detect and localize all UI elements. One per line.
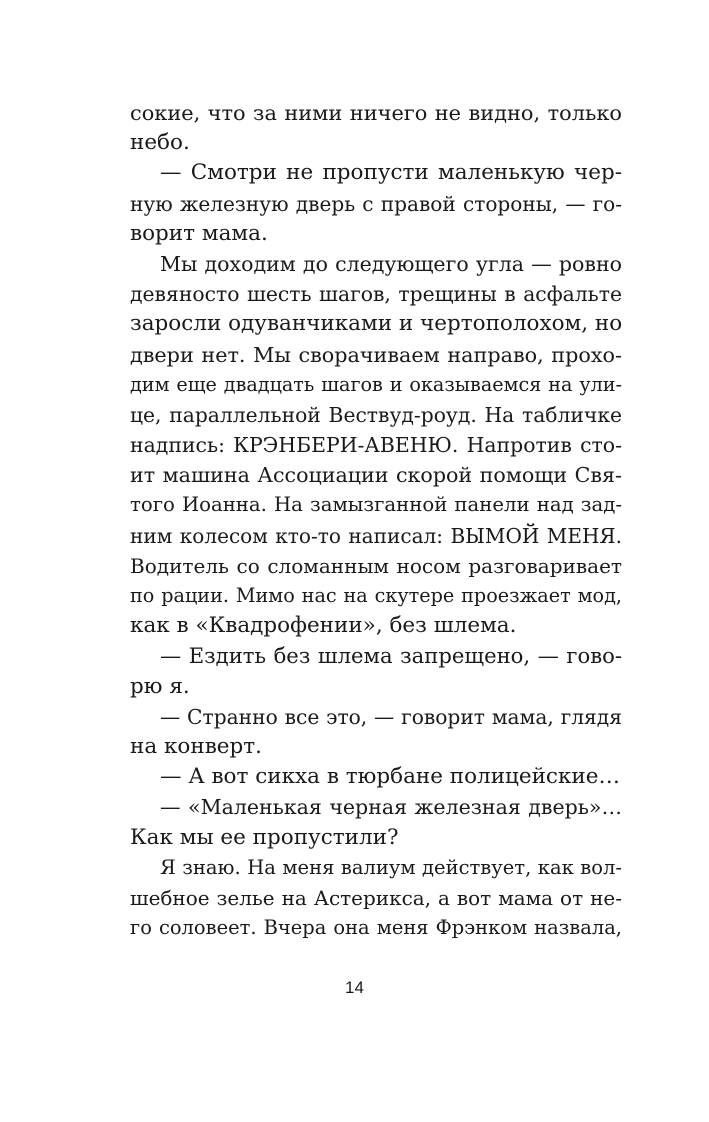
text-line: по рации. Мимо нас на скутере проезжает мод,: [130, 584, 622, 607]
text-line: того Иоанна. На замызганной панели над зад-: [130, 493, 622, 517]
text-line: сокие, что за ними ничего не видно, только: [130, 101, 622, 125]
text-line: — «Маленькая черная железная дверь»…: [160, 795, 622, 820]
text-line: — Ездить без шлема запрещено, — гово-: [160, 643, 622, 669]
text-line: — Смотри не пропусти маленькую чер-: [160, 160, 622, 186]
text-line: шебное зелье на Астерикса, а вот мама от не-: [130, 885, 622, 910]
text-line: ним колесом кто-то написал: ВЫМОЙ МЕНЯ.: [130, 523, 622, 548]
text-line: девяносто шесть шагов, трещины в асфальте: [130, 282, 622, 307]
page-number: 14: [345, 978, 364, 997]
text-line: ворит мама.: [130, 220, 268, 246]
body-text: [130, 98, 622, 943]
text-line: — Странно все это, — говорит мама, глядя: [160, 704, 622, 729]
text-line: заросли одуванчиками и чертополохом, но: [130, 311, 623, 337]
text-line: Водитель со сломанным носом разговаривает: [130, 553, 622, 578]
text-line: ит машина Ассоциации скорой помощи Свя-: [130, 463, 622, 488]
text-line: го соловеет. Вчера она меня Фрэнком назвала,: [130, 916, 622, 940]
text-line: рю я.: [130, 673, 190, 699]
text-line: Я знаю. На меня валиум действует, как вол-: [160, 855, 622, 879]
text-line: на конверт.: [130, 733, 263, 759]
text-line: це, параллельной Вествуд-роуд. На табличке: [130, 402, 622, 427]
text-line: Как мы ее пропустили?: [130, 824, 399, 850]
text-line: дим еще двадцать шагов и оказываемся на ули-: [130, 372, 622, 396]
text-line: надпись: КРЭНБЕРИ-АВЕНЮ. Напротив сто-: [130, 433, 622, 458]
text-line: как в «Квадрофении», без шлема.: [130, 613, 517, 639]
text-line: двери нет. Мы сворачиваем направо, прохо-: [130, 342, 622, 367]
text-line: небо.: [130, 130, 190, 156]
text-line: ную железную дверь с правой стороны, — го-: [130, 191, 622, 216]
text-line: Мы доходим до следующего угла — ровно: [160, 251, 622, 276]
text-line: — А вот сикха в тюрбане полицейские…: [160, 764, 620, 790]
